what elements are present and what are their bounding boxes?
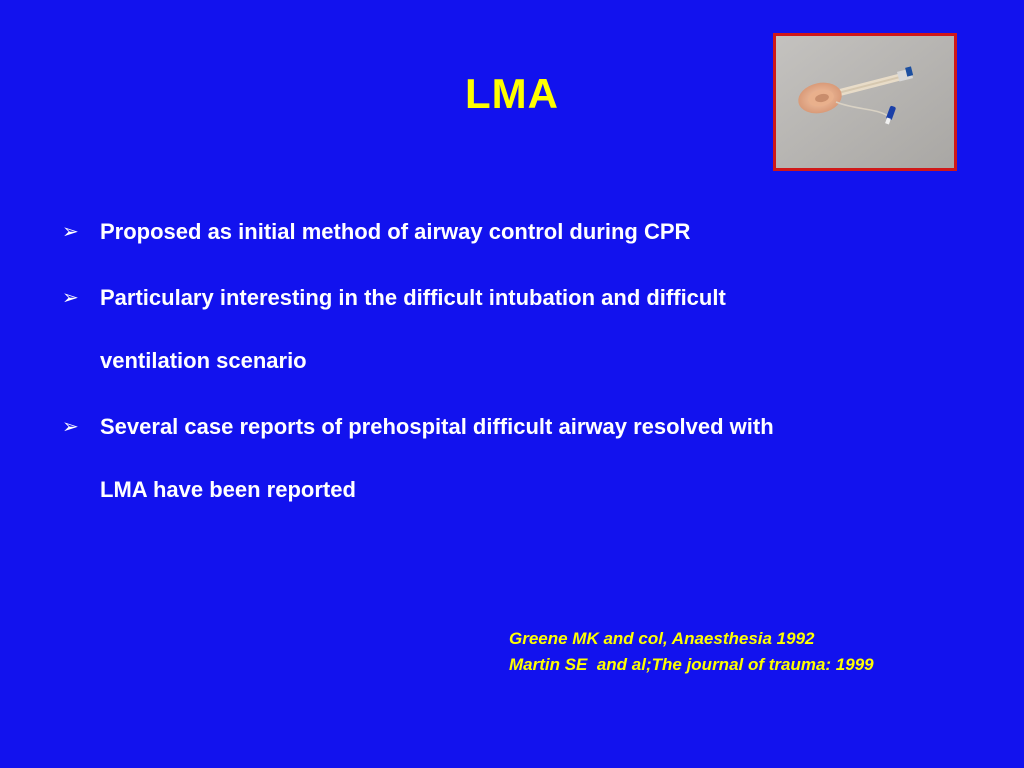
- laryngeal-mask-airway-photo: [773, 33, 957, 171]
- references: [509, 626, 874, 678]
- reference-line: Martin SE and al;The journal of trauma: 1999: [509, 655, 874, 674]
- bullet-item: [62, 266, 822, 392]
- bullet-list: [62, 200, 822, 524]
- arrowhead-bullet-icon: ➢: [62, 219, 79, 243]
- bullet-text: Proposed as initial method of airway control during CPR: [100, 219, 691, 244]
- slide-title: LMA: [465, 70, 559, 117]
- bullet-text: Particulary interesting in the difficult intubation and difficult ventilation scenario: [100, 285, 726, 373]
- bullet-item: [62, 395, 822, 521]
- arrowhead-bullet-icon: ➢: [62, 285, 79, 309]
- lma-device-illustration: [776, 36, 954, 168]
- bullet-item: [62, 200, 822, 263]
- bullet-text: Several case reports of prehospital difficult airway resolved with LMA have been reported: [100, 414, 774, 502]
- reference-line: Greene MK and col, Anaesthesia 1992: [509, 629, 815, 648]
- arrowhead-bullet-icon: ➢: [62, 414, 79, 438]
